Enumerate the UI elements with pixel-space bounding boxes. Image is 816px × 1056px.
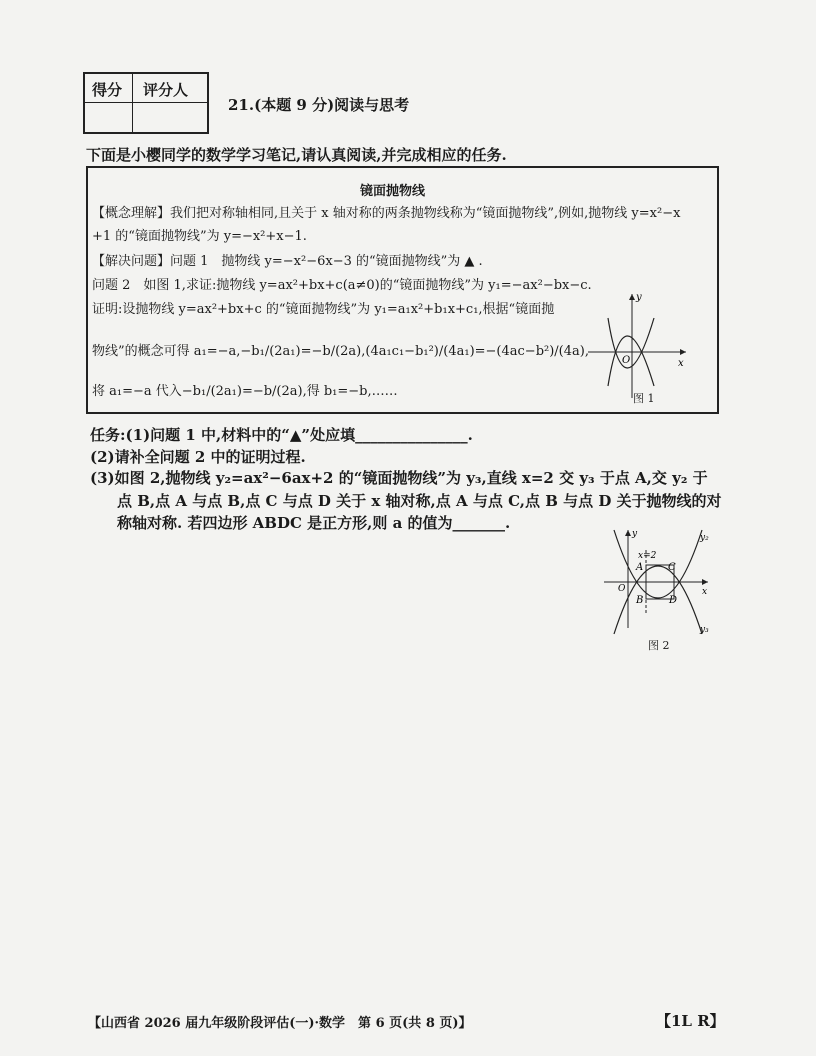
fig1-parabola-up [608,318,654,368]
figure-2 [600,528,718,638]
fig2-y-label: y [632,529,638,539]
fig2-x-arrow [702,579,708,585]
fig2-caption: 图 2 [648,639,670,652]
proof-line-2: 物线”的概念可得 a₁=−a,−b₁/(2a₁)=−b/(2a),(4a₁c₁−b₁²)/(4a₁)=−(4ac−b²)/(4a), [92,344,589,359]
fig2-point-b: B [636,595,644,606]
fig2-point-a: A [636,562,644,573]
problem-1: 【解决问题】问题 1 抛物线 y=−x²−6x−3 的“镜面抛物线”为 ▲ . [92,254,483,269]
proof-line-1: 证明:设抛物线 y=ax²+bx+c 的“镜面抛物线”为 y₁=a₁x²+b₁x+c₁,根据“镜面抛 [92,302,555,317]
fig2-parabola-y3 [614,566,702,634]
question-title: 21.(本题 9 分)阅读与思考 [228,96,410,114]
fig1-parabola-down [608,336,654,386]
concept-line-1: 【概念理解】我们把对称轴相同,且关于 x 轴对称的两条抛物线称为“镜面抛物线”,例如,抛物线 y=x²−x [92,206,681,221]
task-1: 任务:(1)问题 1 中,材料中的“▲”处应填_______________. [90,426,473,444]
problem-2: 问题 2 如图 1,求证:抛物线 y=ax²+bx+c(a≠0)的“镜面抛物线”为 y₁=−ax²−bx−c. [92,278,592,293]
fig2-point-d: D [669,595,678,606]
fig2-point-c: C [668,562,676,573]
fig1-y-arrow [629,294,635,300]
fig2-x-label: x [702,587,708,597]
fig1-x-arrow [680,349,686,355]
task-3-line-3: 称轴对称. 若四边形 ABDC 是正方形,则 a 的值为_______. [117,514,511,532]
score-header: 得分 [92,81,123,99]
notes-title: 镜面抛物线 [360,184,426,199]
fig2-origin: O [618,584,626,594]
intro-text: 下面是小樱同学的数学学习笔记,请认真阅读,并完成相应的任务. [86,146,507,164]
fig2-line-label: x=2 [638,551,657,561]
fig2-y2-label: y₂ [700,533,709,543]
task-3-line-1: (3)如图 2,抛物线 y₂=ax²−6ax+2 的“镜面抛物线”为 y₃,直线 x=2 交 y₃ 于点 A,交 y₂ 于 [90,469,708,487]
concept-line-2: +1 的“镜面抛物线”为 y=−x²+x−1. [92,229,307,244]
fig2-parabola-y2 [614,530,702,598]
fig1-caption: 图 1 [633,392,655,405]
score-table [83,72,209,134]
fig1-y-label: y [636,292,642,303]
task-3-line-2: 点 B,点 A 与点 B,点 C 与点 D 关于 x 轴对称,点 A 与点 C,点 B 与点 D 关于抛物线的对 [117,492,722,510]
fig1-x-label: x [678,358,684,369]
grader-header: 评分人 [143,81,189,99]
fig1-origin: O [622,355,631,366]
page-footer: 【山西省 2026 届九年级阶段评估(一)·数学 第 6 页(共 8 页)】 [88,1016,472,1031]
fig2-y-arrow [625,530,631,536]
task-2: (2)请补全问题 2 中的证明过程. [90,448,306,466]
footer-code: 【1L R】 [656,1012,725,1030]
proof-line-3: 将 a₁=−a 代入−b₁/(2a₁)=−b/(2a),得 b₁=−b,…… [92,384,398,399]
fig2-y3-label: y₃ [700,625,709,635]
